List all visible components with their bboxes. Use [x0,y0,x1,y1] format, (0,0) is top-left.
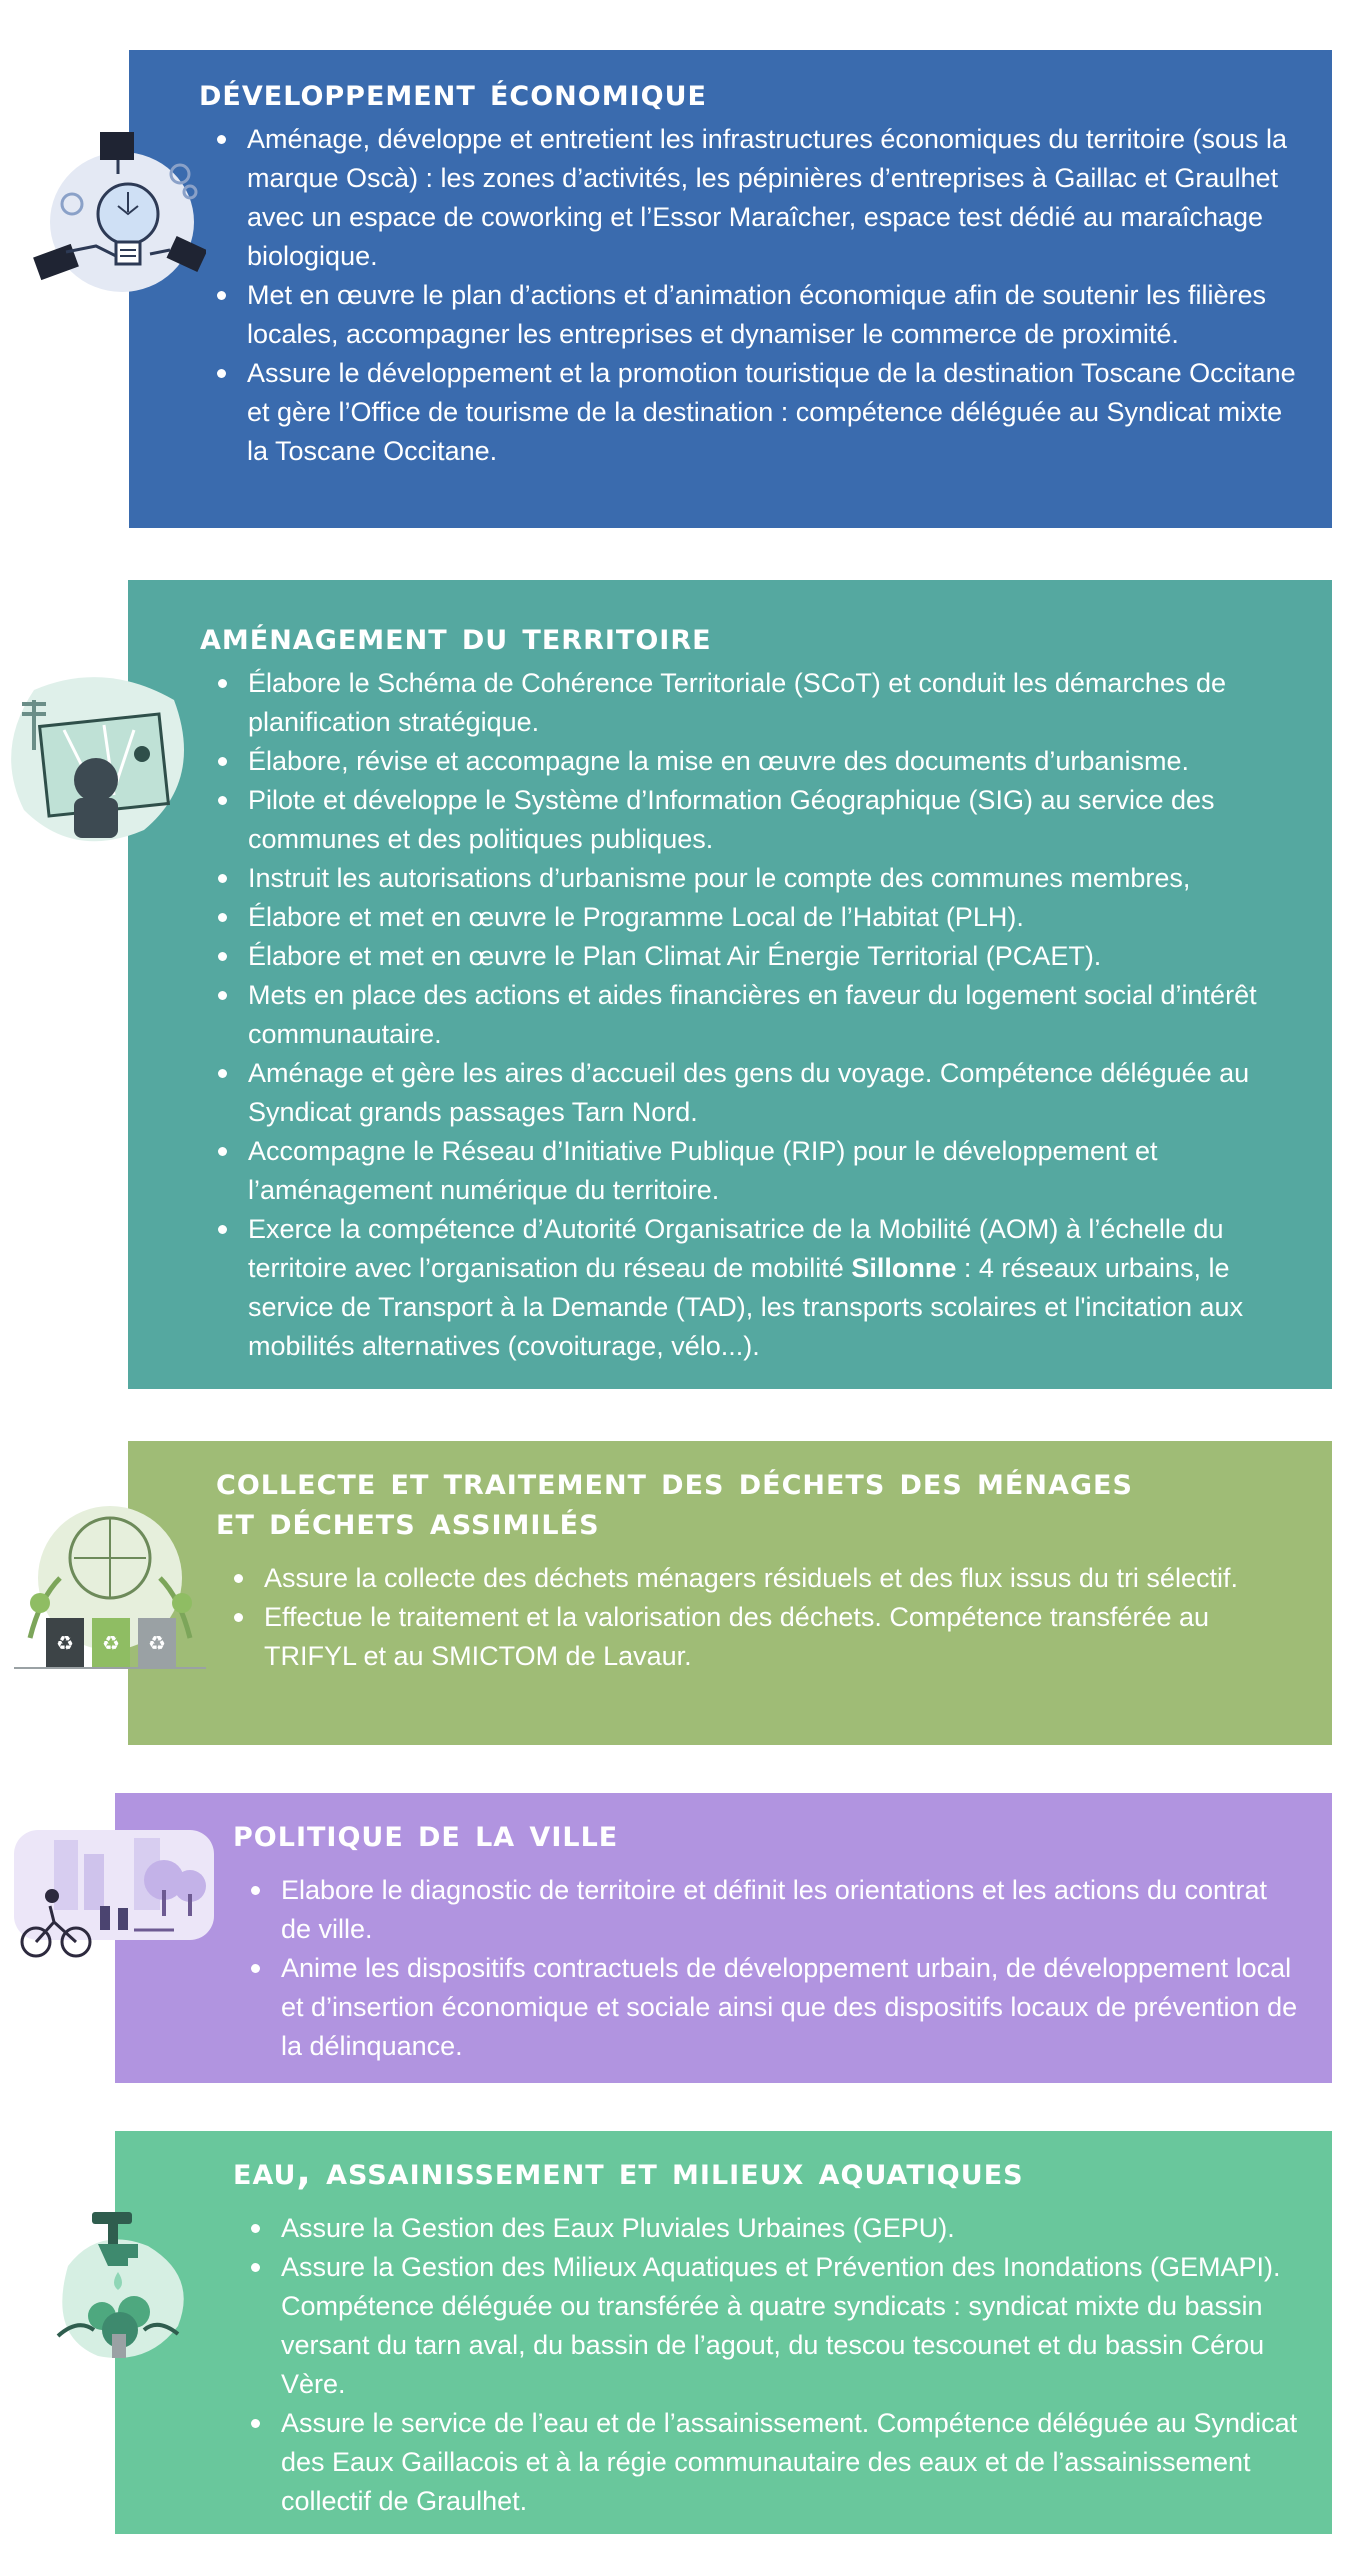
list-item: Accompagne le Réseau d’Initiative Publique (RIP) pour le développement et l’aménagement numérique du territoire. [248,1132,1298,1210]
section-eau-assainissement [115,2131,1332,2534]
list-item: Met en œuvre le plan d’actions et d’animation économique afin de soutenir les filières locales, accompagner les entreprises et dynamiser le commerce de proximité. [247,276,1296,354]
svg-text:♻: ♻ [56,1631,74,1655]
list-item: Élabore le Schéma de Cohérence Territoriale (SCoT) et conduit les démarches de planification stratégique. [248,664,1298,742]
map-reading-person-icon [4,670,194,850]
section-title: collecte et traitement des déchets des ménages et déchets assimilés [216,1459,1133,1543]
bullet-list [200,664,1298,1366]
list-item: Élabore et met en œuvre le Plan Climat Air Énergie Territorial (PCAET). [248,937,1298,976]
section-developpement-economique [129,50,1332,528]
item-text: Exerce la compétence d’Autorité Organisatrice de la Mobilité (AOM) à l’échelle du territoire avec l’organisation du réseau de mobilité [248,1214,1224,1283]
list-item: Aménage, développe et entretient les infrastructures économiques du territoire (sous la marque Oscà) : les zones d’activités, les pépinières d’entreprises à Gaillac et Graulhet avec un espace de coworking et l’Essor Maraîcher, espace test dédié au maraîchage biologique. [247,120,1296,276]
section-amenagement-territoire [128,580,1332,1389]
list-item [248,1210,1298,1366]
lightbulb-handshake-icon [30,122,206,302]
list-item: Anime les dispositifs contractuels de développement urbain, de développement local et d’insertion économique et sociale ainsi que des dispositifs locaux de prévention de la délinquance. [281,1949,1298,2066]
svg-text:♻: ♻ [148,1631,166,1655]
list-item: Effectue le traitement et la valorisation des déchets. Compétence transférée au TRIFYL et au SMICTOM de Lavaur. [264,1598,1298,1676]
list-item: Pilote et développe le Système d’Information Géographique (SIG) au service des communes et des politiques publiques. [248,781,1298,859]
list-item: Mets en place des actions et aides financières en faveur du logement social d’intérêt communautaire. [248,976,1298,1054]
bullet-list [216,1559,1298,1676]
bullet-list [199,120,1296,471]
list-item: Élabore, révise et accompagne la mise en œuvre des documents d’urbanisme. [248,742,1298,781]
section-title: politique de la ville [233,1811,619,1855]
city-park-cyclist-icon [14,1830,214,1960]
list-item: Assure le service de l’eau et de l’assainissement. Compétence déléguée au Syndicat des Eaux Gaillacois et à la régie communautaire des eaux et de l’assainissement collectif de Graulhet. [281,2404,1298,2521]
section-dechets [128,1441,1332,1745]
recycling-bins-icon [10,1498,210,1678]
list-item: Assure la Gestion des Milieux Aquatiques et Prévention des Inondations (GEMAPI). Compétence déléguée ou transférée à quatre syndicats : syndicat mixte du bassin versant du tarn aval, du bassin de l’agout, du tescou tescounet et du bassin Cérou Vère. [281,2248,1298,2404]
item-text: : 4 réseaux urbains, le service de Transport à la Demande (TAD), les transports scolaires et l'incitation aux mobilités alternatives (covoiturage, vélo...). [248,1253,1244,1361]
list-item: Assure le développement et la promotion touristique de la destination Toscane Occitane et gère l’Office de tourisme de la destination : compétence déléguée au Syndicat mixte la Toscane Occitane. [247,354,1296,471]
bullet-list [233,1871,1298,2066]
section-title: eau, assainissement et milieux aquatiques [233,2149,1024,2193]
section-title: aménagement du territoire [200,614,712,658]
list-item: Instruit les autorisations d’urbanisme pour le compte des communes membres, [248,859,1298,898]
list-item: Assure la collecte des déchets ménagers résiduels et des flux issus du tri sélectif. [264,1559,1298,1598]
list-item: Aménage et gère les aires d’accueil des gens du voyage. Compétence déléguée au Syndicat grands passages Tarn Nord. [248,1054,1298,1132]
svg-text:♻: ♻ [102,1631,120,1655]
water-tap-icon [38,2206,198,2366]
bullet-list [233,2209,1298,2521]
list-item: Elabore le diagnostic de territoire et définit les orientations et les actions du contrat de ville. [281,1871,1298,1949]
section-politique-ville [115,1793,1332,2083]
section-title: développement économique [199,70,707,114]
list-item: Assure la Gestion des Eaux Pluviales Urbaines (GEPU). [281,2209,1298,2248]
list-item: Élabore et met en œuvre le Programme Local de l’Habitat (PLH). [248,898,1298,937]
network-name: Sillonne [851,1253,957,1283]
